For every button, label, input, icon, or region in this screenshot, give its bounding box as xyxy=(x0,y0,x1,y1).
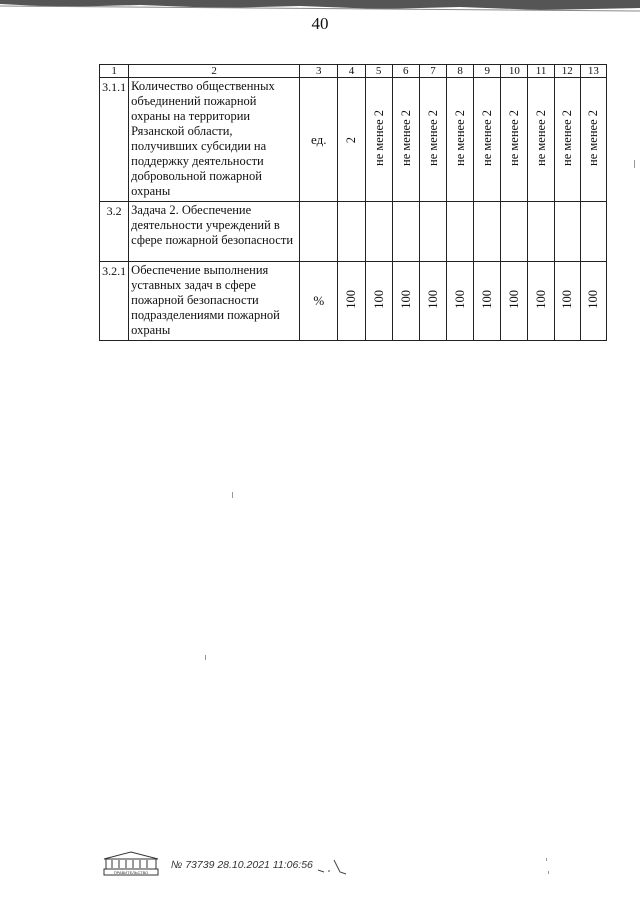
header-cell: 5 xyxy=(365,65,392,78)
header-cell: 4 xyxy=(338,65,365,78)
row-name: Количество общественных объединений пожарной охраны на территории Рязанской области, получивших субсидии на поддержку деятельности добровольной пожарной охраны xyxy=(129,78,300,202)
value-cell xyxy=(392,202,419,262)
value-text: 100 xyxy=(344,289,359,309)
header-cell: 8 xyxy=(447,65,474,78)
value-text: не менее 2 xyxy=(425,109,440,166)
indicators-table xyxy=(99,64,607,341)
value-text: 100 xyxy=(398,289,413,309)
government-building-icon xyxy=(100,850,162,879)
footer-stamp xyxy=(100,850,356,879)
value-text: не менее 2 xyxy=(586,109,601,166)
header-cell: 13 xyxy=(580,65,606,78)
signature-mark xyxy=(316,854,356,876)
table-row xyxy=(100,202,607,262)
value-text: 100 xyxy=(534,289,549,309)
table-row xyxy=(100,78,607,202)
value-cell xyxy=(392,262,419,341)
value-text: 100 xyxy=(586,289,601,309)
value-text: не менее 2 xyxy=(534,109,549,166)
row-unit: ед. xyxy=(300,78,338,202)
row-number: 3.1.1 xyxy=(100,78,129,202)
scan-edge xyxy=(0,0,640,14)
value-cell xyxy=(474,202,501,262)
value-cell xyxy=(365,262,392,341)
value-text: не менее 2 xyxy=(560,109,575,166)
page-number: 40 xyxy=(311,14,329,33)
value-cell xyxy=(365,202,392,262)
value-cell xyxy=(338,78,365,202)
scan-mark xyxy=(634,160,635,168)
header-cell: 2 xyxy=(129,65,300,78)
header-cell: 6 xyxy=(392,65,419,78)
row-name: Задача 2. Обеспечение деятельности учреждений в сфере пожарной безопасности xyxy=(129,202,300,262)
value-text: не менее 2 xyxy=(371,109,386,166)
value-text: 100 xyxy=(371,289,386,309)
value-text: не менее 2 xyxy=(507,109,522,166)
header-cell: 10 xyxy=(501,65,528,78)
value-cell xyxy=(392,78,419,202)
header-cell: 3 xyxy=(300,65,338,78)
value-cell xyxy=(554,202,580,262)
value-cell xyxy=(474,262,501,341)
row-number: 3.2 xyxy=(100,202,129,262)
value-text: не менее 2 xyxy=(398,109,413,166)
value-cell xyxy=(501,202,528,262)
value-cell xyxy=(501,78,528,202)
value-cell xyxy=(554,78,580,202)
value-cell xyxy=(365,78,392,202)
value-text: 100 xyxy=(507,289,522,309)
value-cell xyxy=(338,202,365,262)
scan-mark xyxy=(205,655,206,660)
value-cell xyxy=(338,262,365,341)
registration-stamp: № 73739 28.10.2021 11:06:56 xyxy=(170,858,313,871)
value-text: не менее 2 xyxy=(453,109,468,166)
value-cell xyxy=(447,78,474,202)
value-text: 100 xyxy=(560,289,575,309)
value-cell xyxy=(447,262,474,341)
value-cell xyxy=(447,202,474,262)
scan-mark xyxy=(232,492,233,498)
value-cell xyxy=(528,202,554,262)
value-cell xyxy=(474,78,501,202)
value-cell xyxy=(580,78,606,202)
value-cell xyxy=(528,262,554,341)
value-cell xyxy=(528,78,554,202)
table-header-row xyxy=(100,65,607,78)
logo-label: ПРАВИТЕЛЬСТВО xyxy=(113,870,149,875)
header-cell: 9 xyxy=(474,65,501,78)
row-unit: % xyxy=(300,262,338,341)
value-cell xyxy=(419,202,446,262)
header-cell: 11 xyxy=(528,65,554,78)
value-text: 100 xyxy=(453,289,468,309)
value-cell xyxy=(501,262,528,341)
scan-mark xyxy=(548,871,549,874)
table-row xyxy=(100,262,607,341)
header-cell: 1 xyxy=(100,65,129,78)
row-unit xyxy=(300,202,338,262)
value-text: 2 xyxy=(344,136,359,143)
value-text: 100 xyxy=(480,289,495,309)
value-cell xyxy=(554,262,580,341)
value-cell xyxy=(419,78,446,202)
value-cell xyxy=(580,202,606,262)
value-text: не менее 2 xyxy=(480,109,495,166)
header-cell: 12 xyxy=(554,65,580,78)
value-text: 100 xyxy=(425,289,440,309)
row-name: Обеспечение выполнения уставных задач в сфере пожарной безопасности подразделениями пожарной охраны xyxy=(129,262,300,341)
value-cell xyxy=(580,262,606,341)
row-number: 3.2.1 xyxy=(100,262,129,341)
value-cell xyxy=(419,262,446,341)
header-cell: 7 xyxy=(419,65,446,78)
scan-mark xyxy=(546,858,547,861)
